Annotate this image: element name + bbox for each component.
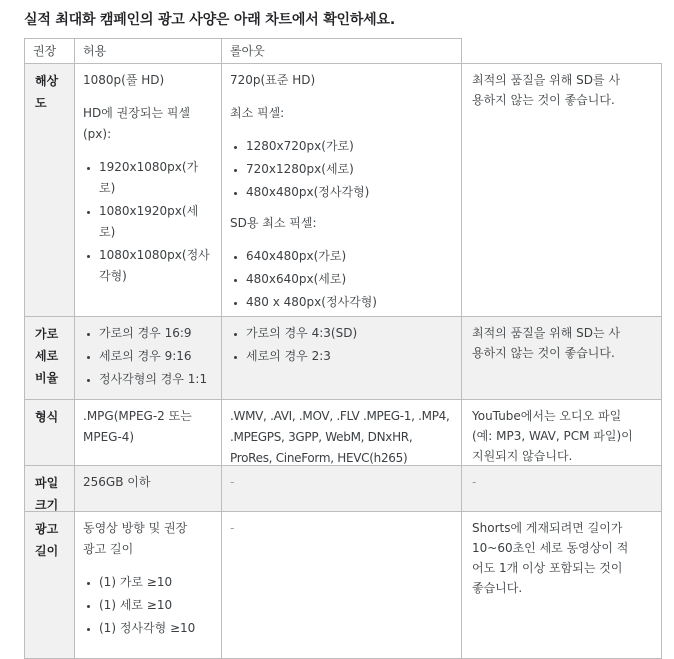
filesize-note: - xyxy=(461,465,662,512)
length-note: Shorts에 게재되려면 길이가 10~60초인 세로 동영상이 적 어도 1개 이상 포함되는 것이 좋습니다. xyxy=(461,511,662,659)
header-allowed: 허용 xyxy=(74,38,222,64)
list-item: • (1) 가로 ≥10 xyxy=(99,572,213,593)
row-label-ad-length: 광고 길이 xyxy=(24,511,75,659)
list-item: • 720x1280px(세로) xyxy=(246,159,453,180)
header-empty xyxy=(461,38,661,63)
list-item: • 1080x1080px(정사 각형) xyxy=(99,245,213,287)
list-item: • 세로의 경우 9:16 xyxy=(99,346,213,367)
list-item: • 정사각형의 경우 1:1 xyxy=(99,369,213,390)
list-item: • 480x480px(정사각형) xyxy=(246,182,453,203)
resolution-rollout-list-sd xyxy=(230,246,453,313)
row-label-format: 형식 xyxy=(24,399,75,466)
aspect-allowed xyxy=(74,316,222,400)
list-item: • 세로의 경우 2:3 xyxy=(246,346,453,367)
list-item: • 1920x1080px(가 로) xyxy=(99,157,213,199)
resolution-rollout-list xyxy=(230,136,453,203)
format-rollout: .WMV, .AVI, .MOV, .FLV .MPEG-1, .MP4, .MPEGPS, 3GPP, WebM, DNxHR, ProRes, CineForm, HEVC(h265) xyxy=(221,399,462,466)
format-allowed: .MPG(MPEG-2 또는 MPEG-4) xyxy=(74,399,222,466)
length-allowed-text: 동영상 방향 및 권장 광고 길이 xyxy=(83,521,188,556)
row-label-aspect-ratio: 가로 세로 비율 xyxy=(24,316,75,400)
header-rollout: 롤아웃 xyxy=(221,38,462,64)
list-item: • 1080x1920px(세 로) xyxy=(99,201,213,243)
list-item: • 640x480px(가로) xyxy=(246,246,453,267)
length-allowed-list xyxy=(83,572,213,639)
header-recommended: 권장 xyxy=(24,38,75,64)
filesize-allowed: 256GB 이하 xyxy=(74,465,222,512)
aspect-rollout xyxy=(221,316,462,400)
aspect-rollout-list xyxy=(230,323,453,367)
row-label-file-size: 파일 크기 xyxy=(24,465,75,512)
length-rollout: - xyxy=(221,511,462,659)
resolution-allowed xyxy=(74,63,222,317)
length-allowed xyxy=(74,511,222,659)
resolution-allowed-text: 1080p(풀 HD) xyxy=(83,73,165,87)
resolution-rollout-text: 720p(표준 HD) xyxy=(230,73,316,87)
resolution-rollout xyxy=(221,63,462,317)
row-label-resolution: 해상 도 xyxy=(24,63,75,317)
resolution-rollout-subtitle-sd: SD용 최소 픽셀: xyxy=(230,216,317,230)
list-item: • 1280x720px(가로) xyxy=(246,136,453,157)
resolution-allowed-subtitle: HD에 권장되는 픽셀 (px): xyxy=(83,106,191,141)
list-item: • 가로의 경우 4:3(SD) xyxy=(246,323,453,344)
aspect-note: 최적의 품질을 위해 SD는 사 용하지 않는 것이 좋습니다. xyxy=(461,316,662,400)
aspect-allowed-list xyxy=(83,323,213,390)
filesize-rollout: - xyxy=(221,465,462,512)
ad-spec-table xyxy=(24,38,661,658)
format-note: YouTube에서는 오디오 파일 (예: MP3, WAV, PCM 파일)이 지원되지 않습니다. xyxy=(461,399,662,466)
list-item: • 480x640px(세로) xyxy=(246,269,453,290)
page-heading: 실적 최대화 캠페인의 광고 사양은 아래 차트에서 확인하세요. xyxy=(24,12,395,28)
resolution-allowed-list xyxy=(83,157,213,287)
list-item: • 480 x 480px(정사각형) xyxy=(246,292,453,313)
resolution-rollout-subtitle: 최소 픽셀: xyxy=(230,106,285,120)
resolution-note: 최적의 품질을 위해 SD를 사 용하지 않는 것이 좋습니다. xyxy=(461,63,662,317)
list-item: • (1) 정사각형 ≥10 xyxy=(99,618,213,639)
list-item: • (1) 세로 ≥10 xyxy=(99,595,213,616)
list-item: • 가로의 경우 16:9 xyxy=(99,323,213,344)
